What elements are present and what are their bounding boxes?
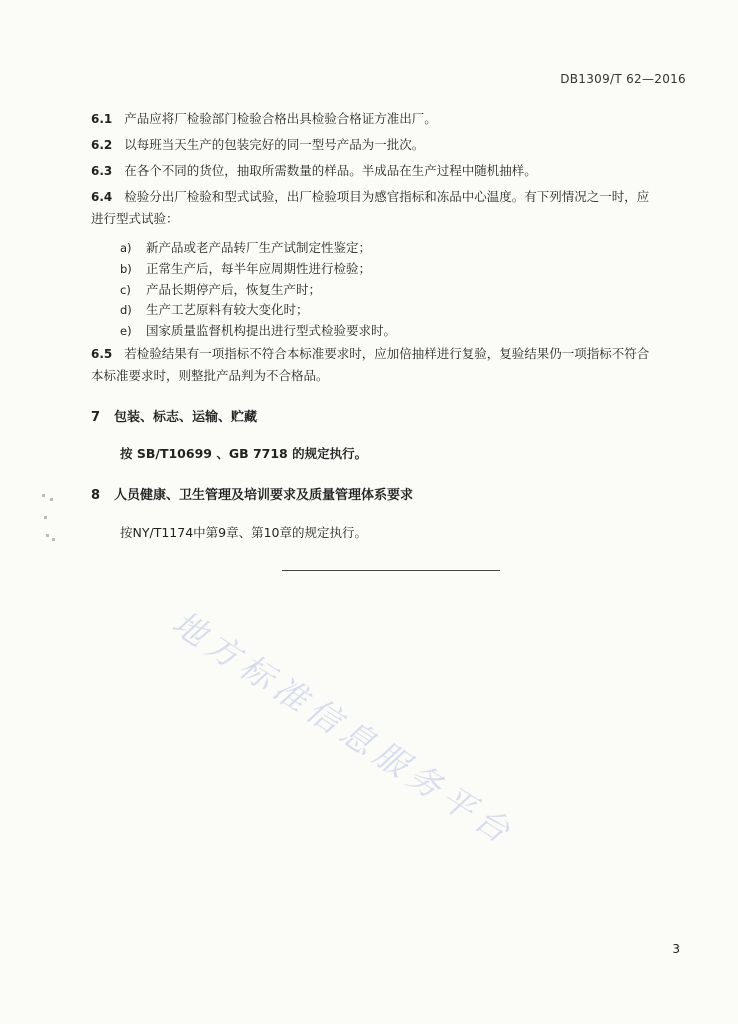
list-marker: a) [120,241,132,255]
list-marker: c) [120,282,131,297]
clause-6-2 [91,134,691,156]
clause-number: 6.1 [91,112,113,126]
clause-text-line2: 进行型式试验： [91,211,179,226]
list-marker: d) [120,303,132,318]
margin-marks [40,492,56,542]
section-7-heading [91,406,257,425]
clause-number: 6.5 [91,347,113,361]
clause-number: 6.3 [91,164,113,178]
list-text: 产品长期停产后，恢复生产时； [146,281,322,297]
watermark: 地方标准信息服务平台 [165,603,523,854]
list-item [120,321,680,342]
list-text: 新产品或老产品转厂生产试制定性鉴定； [146,240,372,255]
condition-list [120,238,680,342]
clause-6-3 [91,160,691,182]
clause-6-4 [91,186,691,229]
list-text: 生产工艺原料有较大变化时； [146,302,309,318]
end-rule [282,570,500,571]
section-8-heading [91,484,413,503]
page-number: 3 [672,942,680,956]
clause-number: 6.2 [91,138,113,152]
list-marker: b) [120,261,132,276]
section-title: 包装、标志、运输、贮藏 [114,410,258,425]
clause-text: 以每班当天生产的包装完好的同一型号产品为一批次。 [124,137,425,152]
section-8-body: 按NY/T1174中第9章、第10章的规定执行。 [120,525,368,540]
section-7-body: 按 SB/T10699 、GB 7718 的规定执行。 [120,446,368,461]
list-marker: e) [120,324,132,339]
section-number: 7 [91,410,101,425]
list-item [120,259,680,280]
section-number: 8 [91,488,101,503]
clause-text-line1: 若检验结果有一项指标不符合本标准要求时，应加倍抽样进行复验，复验结果仍一项指标不符合 [124,346,650,361]
list-item [120,238,680,259]
list-item [120,280,680,301]
list-item [120,300,680,321]
clause-6-5 [91,343,691,386]
clause-text-line2: 本标准要求时，则整批产品判为不合格品。 [91,368,329,383]
standard-code: DB1309/T 62—2016 [560,72,686,86]
clause-text: 在各个不同的货位，抽取所需数量的样品。半成品在生产过程中随机抽样。 [124,163,537,178]
clause-text: 产品应将厂检验部门检验合格出具检验合格证方准出厂。 [124,111,437,126]
clause-6-1 [91,108,691,130]
clause-number: 6.4 [91,190,113,204]
list-text: 正常生产后，每半年应周期性进行检验； [146,260,372,276]
list-text: 国家质量监督机构提出进行型式检验要求时。 [146,323,397,339]
section-title: 人员健康、卫生管理及培训要求及质量管理体系要求 [114,488,414,503]
clause-text-line1: 检验分出厂检验和型式试验，出厂检验项目为感官指标和冻品中心温度。有下列情况之一时，应 [124,189,650,204]
